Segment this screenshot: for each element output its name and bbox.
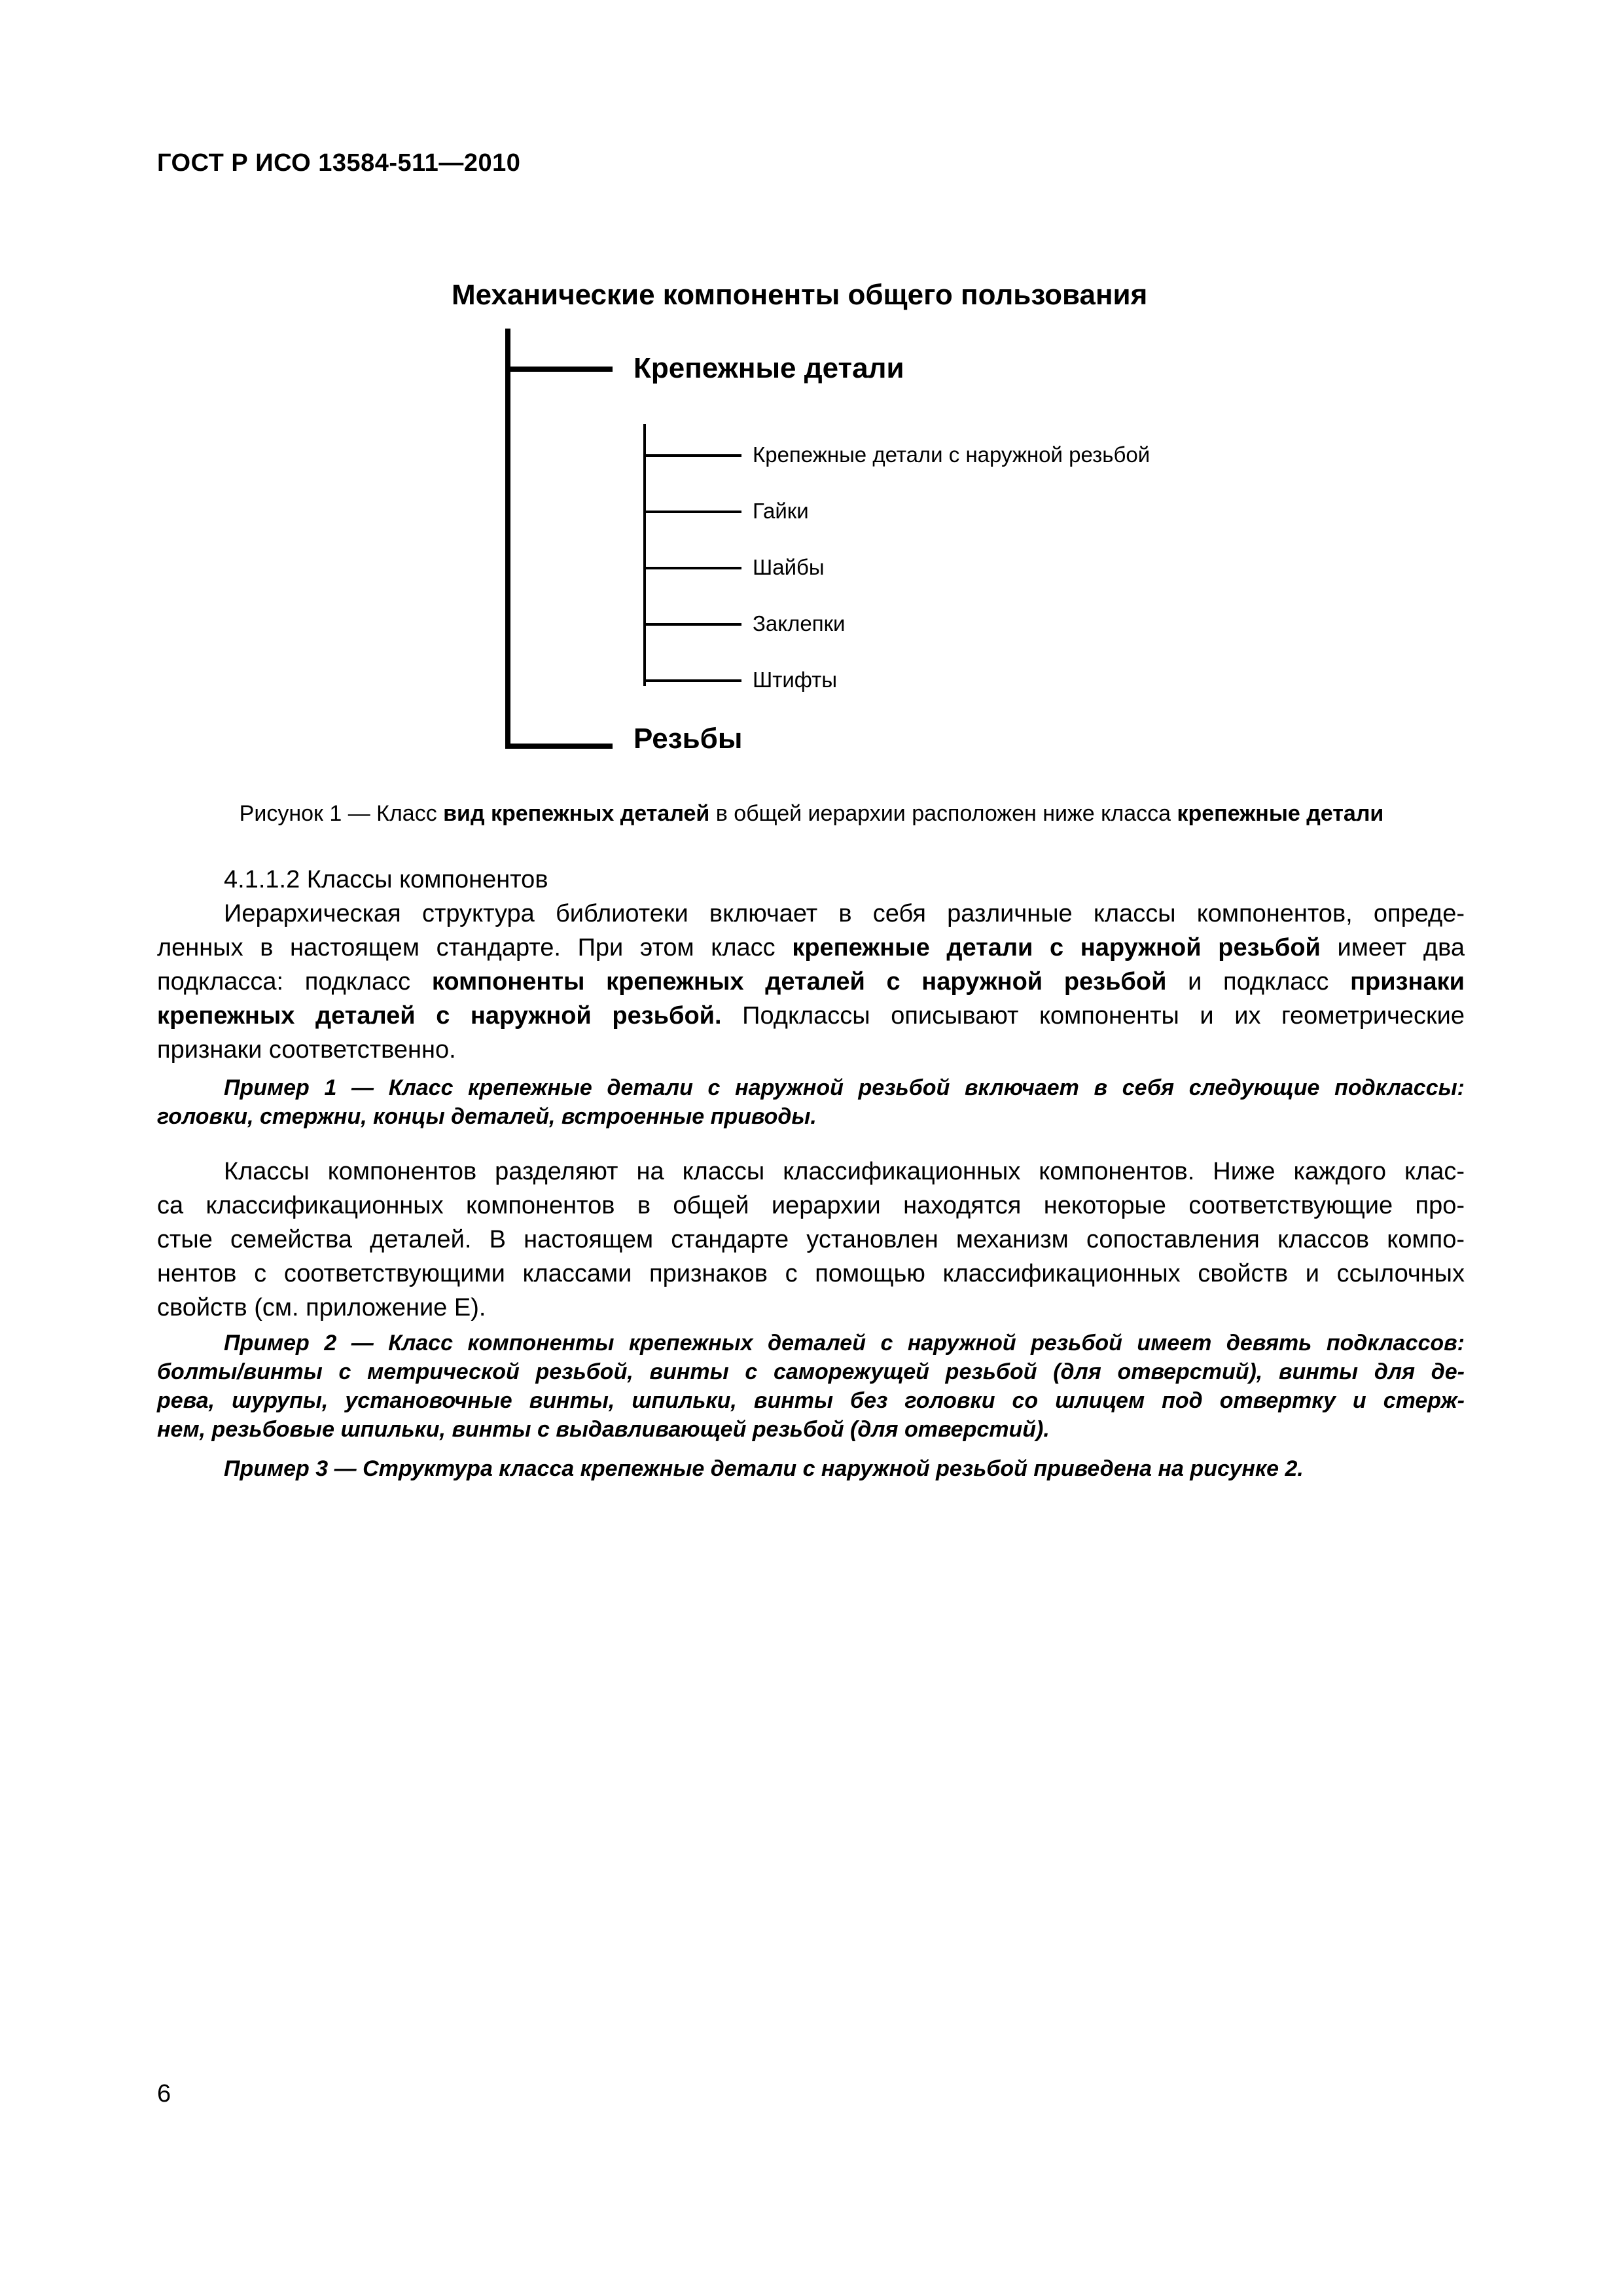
section-heading: 4.1.1.2 Классы компонентов [224, 866, 548, 893]
paragraph-text: и подкласс [1166, 968, 1351, 996]
tree-branch-line [505, 367, 613, 372]
figure-node-washers: Шайбы [753, 555, 825, 579]
figure-node-pins: Штифты [753, 668, 838, 692]
paragraph-text: подкласса: подкласс [157, 968, 432, 996]
figure-node-external-thread-fasteners: Крепежные детали с наружной резьбой [753, 442, 1150, 467]
bold-term: компоненты крепежных деталей с наружной резьбой [431, 968, 1167, 996]
example-3: Пример 3 — Структура класса крепежные детали с наружной резьбой приведена на рисунке 2. [224, 1456, 1304, 1481]
paragraph-text: Подклассы описывают компоненты и их геометрические [721, 1002, 1465, 1030]
paragraph-text: имеет два [1320, 934, 1465, 961]
subtree-branch-line [643, 679, 741, 682]
paragraph-2 [157, 1155, 1465, 1325]
paragraph-1 [157, 897, 1465, 1067]
figure-caption [157, 801, 1466, 827]
subtree-branch-line [643, 454, 741, 457]
caption-text: в общей иерархии расположен ниже класса [709, 801, 1177, 826]
example-line: рева, шурупы, установочные винты, шпильки, винты без головки со шлицем под отвертку и стерж- [157, 1388, 1465, 1413]
example-line: Пример 2 — Класс компоненты крепежных деталей с наружной резьбой имеет девять подклассов: [224, 1331, 1465, 1355]
caption-bold-term: крепежные детали [1177, 801, 1384, 826]
subtree-branch-line [643, 623, 741, 626]
paragraph-line [157, 965, 1465, 999]
figure-node-rivets: Заклепки [753, 611, 846, 636]
subtree-trunk-line [643, 424, 646, 686]
paragraph-line: стые семейства деталей. В настоящем стандарте установлен механизм сопоставления классов компо- [157, 1226, 1465, 1253]
paragraph-line [157, 999, 1465, 1033]
figure-root-label: Механические компоненты общего пользования [452, 279, 1148, 311]
bold-term: признаки [1350, 968, 1465, 996]
tree-trunk-line [505, 329, 510, 749]
paragraph-text: ленных в настоящем стандарте. При этом класс [157, 934, 793, 961]
figure-node-fasteners: Крепежные детали [633, 352, 904, 384]
example-line: болты/винты с метрической резьбой, винты с саморежущей резьбой (для отверстий), винты для де- [157, 1359, 1465, 1384]
bold-term: крепежных деталей с наружной резьбой. [157, 1002, 722, 1030]
paragraph-line: признаки соответственно. [157, 1036, 456, 1064]
page-number: 6 [157, 2080, 171, 2108]
subtree-branch-line [643, 511, 741, 513]
bold-term: крепежные детали с наружной резьбой [792, 934, 1321, 961]
paragraph-line: нентов с соответствующими классами признаков с помощью классификационных свойств и ссылочных [157, 1260, 1465, 1287]
subtree-branch-line [643, 567, 741, 569]
example-line: нем, резьбовые шпильки, винты с выдавливающей резьбой (для отверстий). [157, 1417, 1050, 1442]
figure-node-nuts: Гайки [753, 499, 809, 523]
example-2 [157, 1329, 1465, 1444]
caption-text: Рисунок 1 — Класс [239, 801, 444, 826]
document-header: ГОСТ Р ИСО 13584-511—2010 [157, 149, 521, 177]
example-line: головки, стержни, концы деталей, встроенные приводы. [157, 1104, 817, 1129]
paragraph-line: свойств (см. приложение Е). [157, 1294, 486, 1321]
paragraph-line: Классы компонентов разделяют на классы классификационных компонентов. Ниже каждого клас- [224, 1158, 1465, 1185]
paragraph-line: са классификационных компонентов в общей иерархии находятся некоторые соответствующие про- [157, 1192, 1465, 1219]
example-line: Пример 1 — Класс крепежные детали с наружной резьбой включает в себя следующие подклассы: [224, 1075, 1465, 1100]
figure-node-threads: Резьбы [633, 723, 743, 755]
tree-branch-line [505, 744, 613, 749]
caption-bold-term: вид крепежных деталей [443, 801, 710, 826]
paragraph-text: Иерархическая структура библиотеки включает в себя различные классы компонентов, опреде- [224, 900, 1465, 927]
paragraph-line [157, 897, 1465, 931]
example-1 [157, 1073, 1465, 1131]
paragraph-line [157, 931, 1465, 965]
